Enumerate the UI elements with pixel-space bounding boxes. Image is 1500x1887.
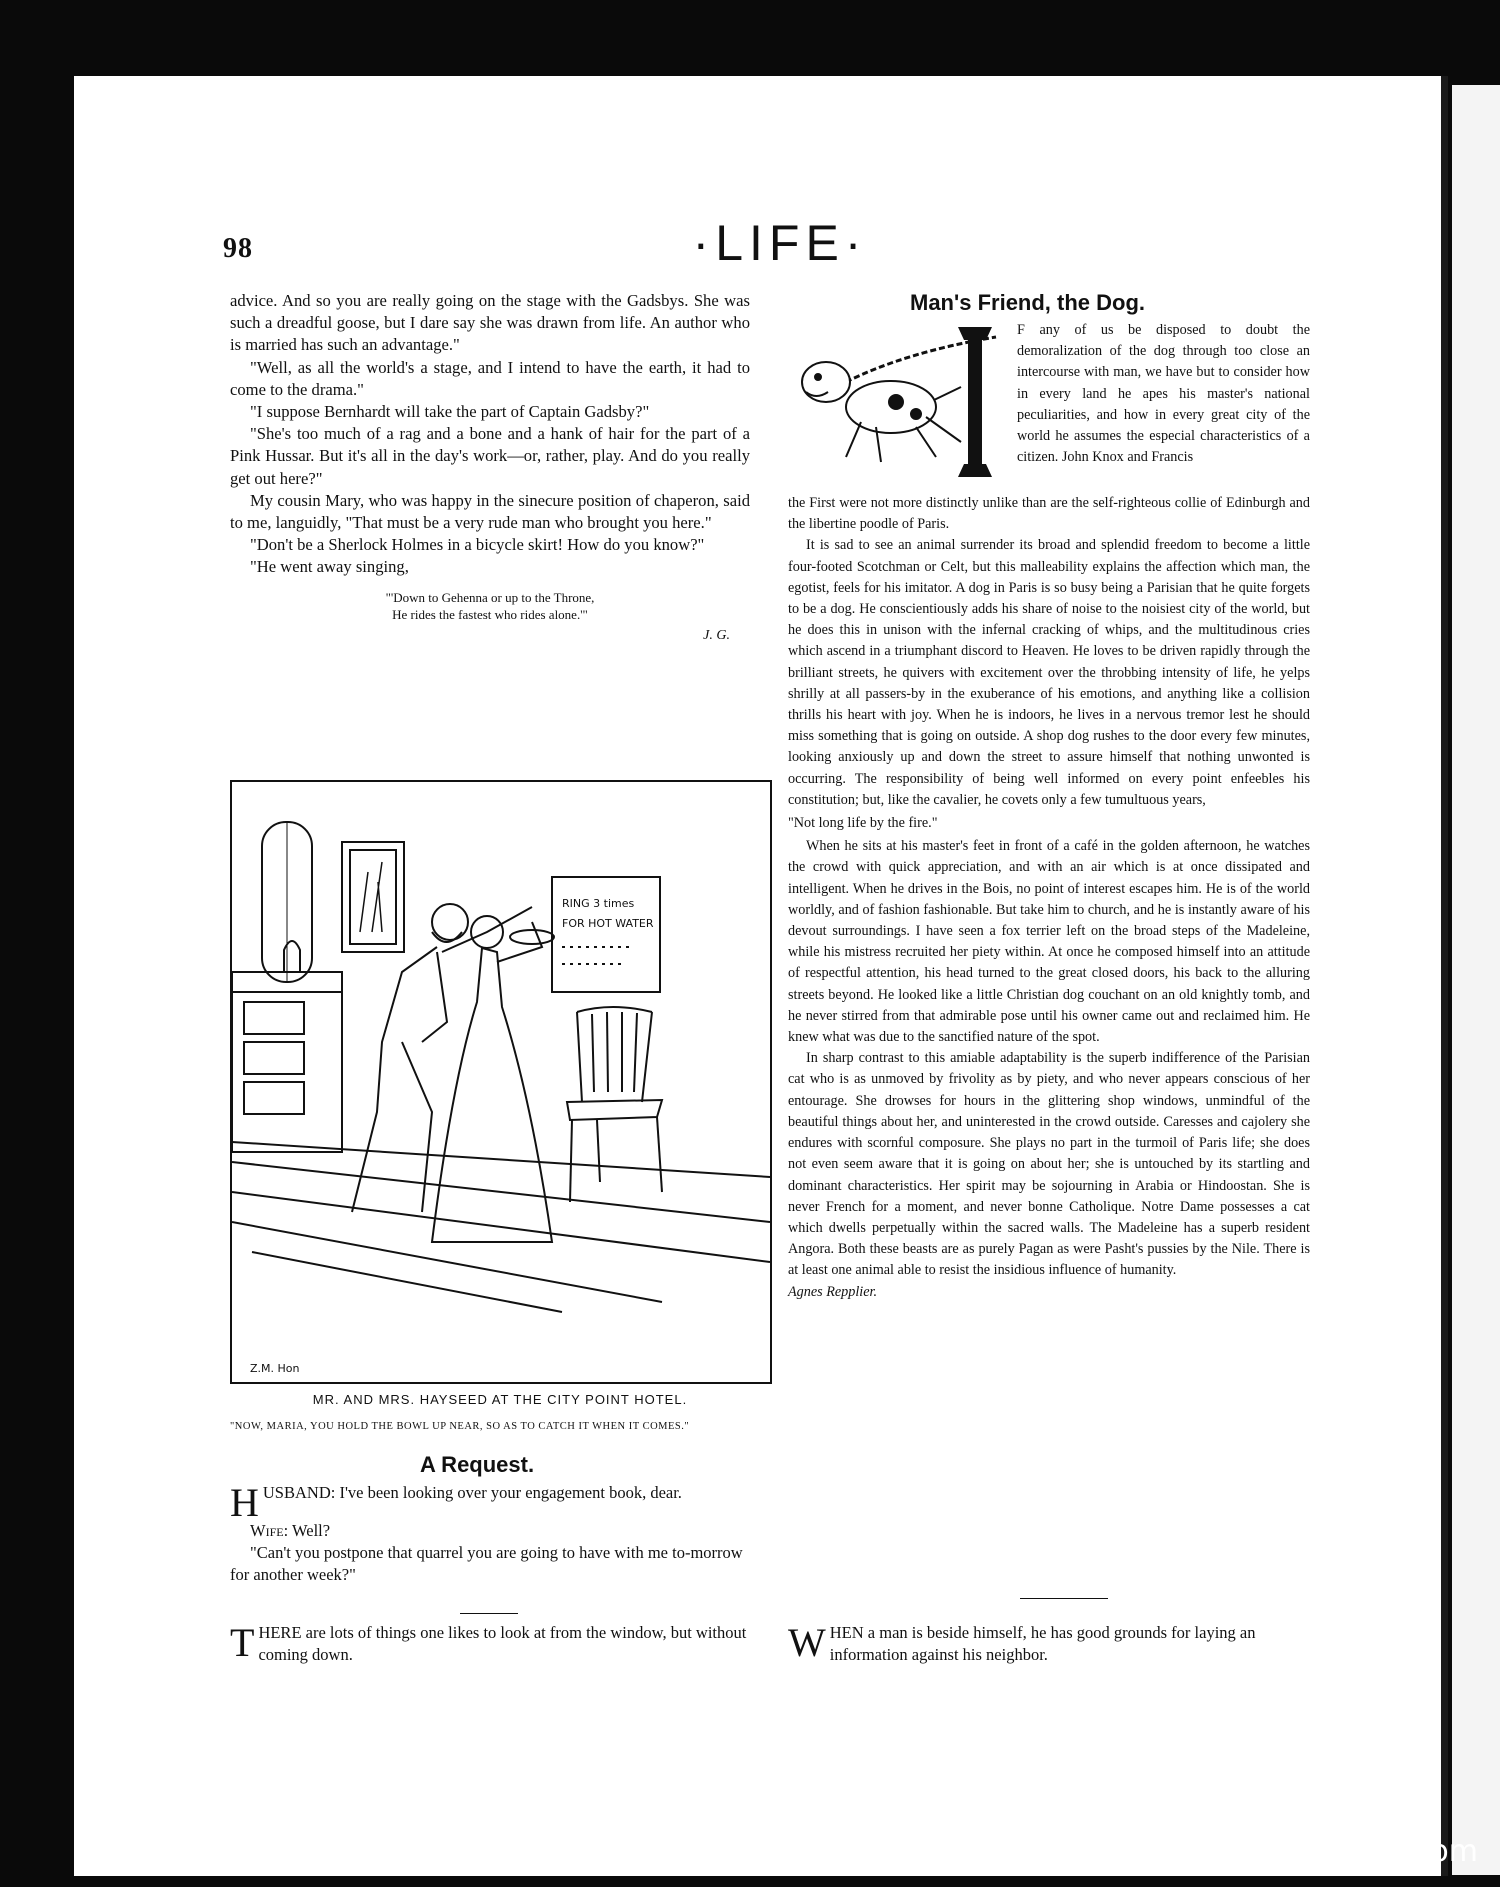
paragraph: My cousin Mary, who was happy in the sinecure position of chaperon, said to me, languidly, "That must be a very rude man who brought you here." bbox=[230, 490, 750, 533]
request-body bbox=[230, 1482, 750, 1586]
drop-cap: W bbox=[788, 1620, 826, 1665]
wife-text: Well? bbox=[292, 1521, 331, 1540]
window-text: HERE are lots of things one likes to look at from the window, but without coming down. bbox=[258, 1623, 747, 1664]
paragraph: "He went away singing, bbox=[250, 557, 409, 577]
paragraph: the First were not more distinctly unlike than are the self-righteous collie of Edinburgh and the libertine poodle of Paris. bbox=[788, 495, 1310, 533]
speaker-label: Wife: bbox=[250, 1521, 289, 1540]
page-gutter bbox=[1441, 76, 1448, 1876]
author-signature: Agnes Repplier. bbox=[788, 1283, 878, 1300]
drop-cap: H bbox=[230, 1480, 259, 1525]
pull-quote: "Not long life by the fire." bbox=[788, 815, 938, 832]
sign-text: FOR HOT WATER bbox=[562, 917, 654, 930]
site-watermark: comicbooks.com bbox=[1226, 1834, 1478, 1869]
masthead-title: ·LIFE· bbox=[692, 215, 868, 271]
cartoon-dialogue: "NOW, MARIA, YOU HOLD THE BOWL UP NEAR, SO AS TO CATCH IT WHEN IT COMES." bbox=[230, 1421, 690, 1432]
paragraph: "Well, as all the world's a stage, and I intend to have the earth, it had to come to the drama." bbox=[230, 357, 750, 399]
divider-rule bbox=[1020, 1598, 1108, 1599]
paragraph: It is sad to see an animal surrender its broad and splendid freedom to become a little four-footed Scotchman or Celt, but this malleability explains the affection which man, the egotist, feels for his imitator. A dog in Paris is so busy being a Parisian that he quite forgets to be a dog. He conscientiously adds his share of noise to the noisiest city of the world, but he does this in unison with the infernal cracking of whips, and the multitudinous cries which ascend in a triumphant discord to Heaven. He loves to be driven rapidly through the brilliant streets, he quivers with excitement over the throbbing intensity of life, he yelps shrilly at all passers-by in the exuberance of his emotions, and anything like a collision thrills his heart with joy. When he is indoors, he lives in a nervous tremor lest he should miss something that is going on outside. A shop dog rushes to the door every few minutes, looking anxiously up and down the street to assure himself that nothing unwonted is occurring. The responsibility of being well informed on every point enfeebles his constitution; but, like the cavalier, he covets only a few tumultuous years, bbox=[788, 537, 1310, 808]
window-paragraph bbox=[230, 1622, 750, 1666]
verse-quote bbox=[230, 589, 750, 623]
paragraph: "I suppose Bernhardt will take the part of Captain Gadsby?" bbox=[250, 402, 650, 422]
dog-article-title: Man's Friend, the Dog. bbox=[910, 290, 1146, 315]
paragraph: advice. And so you are really going on the stage with the Gadsbys. She was such a dreadful goose, but I dare say she was drawn from life. An author who is married has such an advantage." bbox=[230, 291, 750, 355]
ornamental-drop-cap-I bbox=[950, 322, 1000, 482]
husband-text: USBAND: I've been looking over your engagement book, dear. bbox=[262, 1483, 682, 1502]
paragraph: In sharp contrast to this amiable adaptability is the superb indifference of the Parisian cat who is as unmoved by frivolity as by piety, and who never appears conscious of her entourage. She drowses for hours in the glittering shop windows, unmindful of the beautiful things about her, and uninterested in the crowd outside. Caresses and cajolery she endures with scornful composure. She plays no part in the turmoil of Paris life; she does not even seem aware that it is going on about her; she is untouched by its startling and dominant characteristics. Her spirit may be sojourning in Arabia or Hindoostan. She is never French for a moment, and never bonne Catholique. Notre Dame possesses a cat which dwells perpetually within the sacred walls. The Madeleine has a superb resident Angora. Both these beasts are as purely Pagan as were Pasht's pussies by the Nile. There is at least one animal able to resist the insidious influence of humanity. bbox=[788, 1050, 1310, 1279]
page-number: 98 bbox=[223, 233, 253, 264]
author-initials: J. G. bbox=[703, 627, 730, 643]
beside-himself-paragraph bbox=[788, 1622, 1310, 1666]
artist-signature: Z.M. Hon bbox=[250, 1362, 300, 1375]
dog-intro-text: F any of us be disposed to doubt the demoralization of the dog through too close an intercourse with man, we have but to consider how in every land he apes his master's national peculiarities, and how in every great city of the world he assumes the especial characteristics of a citizen. John Knox and Francis bbox=[1017, 322, 1310, 466]
verse-line: He rides the fastest who rides alone.'" bbox=[392, 606, 588, 622]
dog-article-body bbox=[788, 493, 1310, 1303]
beside-himself-text: HEN a man is beside himself, he has good grounds for laying an information against his neighbor. bbox=[829, 1623, 1256, 1664]
request-title: A Request. bbox=[420, 1452, 535, 1477]
verse-line: "'Down to Gehenna or up to the Throne, bbox=[385, 589, 595, 605]
sign-text: RING 3 times bbox=[562, 897, 635, 910]
facing-page-edge bbox=[1452, 85, 1500, 1875]
paragraph: "She's too much of a rag and a bone and a hank of hair for the part of a Pink Hussar. But it's all in the day's work—or, rather, play. And do you really get out here?" bbox=[230, 424, 750, 488]
cartoon-drawing bbox=[232, 782, 770, 1382]
cartoon-caption: MR. AND MRS. HAYSEED AT THE CITY POINT HOTEL. bbox=[312, 1392, 688, 1407]
divider-rule bbox=[460, 1613, 518, 1614]
request-wife-line bbox=[230, 1520, 750, 1542]
left-column-text bbox=[230, 290, 750, 647]
request-closing-line: "Can't you postpone that quarrel you are going to have with me to-morrow for another week?" bbox=[230, 1543, 743, 1584]
paragraph: When he sits at his master's feet in front of a café in the golden afternoon, he watches the crowd with quick appreciation, and with an air which is at once dissipated and intelligent. When he drives in the Bois, no point of interest escapes him. He is of the world worldly, and of fashion fashionable. But take him to church, and he is instantly aware of his devout surroundings. I have seen a fox terrier left on the broad steps of the Madeleine, while his mistress recruited her piety within. At once he composed himself into an attitude of respectful attention, his head turned to the great closed doors, his back to the alluring streets beyond. He looked like a little Christian dog couchant on an old knightly tomb, and he never stirred from that admirable pose until his owner came out and reclaimed him. He knew what was due to the sanctified nature of the spot. bbox=[788, 838, 1310, 1046]
request-husband-line bbox=[230, 1480, 750, 1525]
drop-cap: T bbox=[230, 1620, 255, 1665]
paragraph: "Don't be a Sherlock Holmes in a bicycle skirt! How do you know?" bbox=[250, 535, 705, 555]
cartoon-illustration bbox=[230, 780, 772, 1384]
